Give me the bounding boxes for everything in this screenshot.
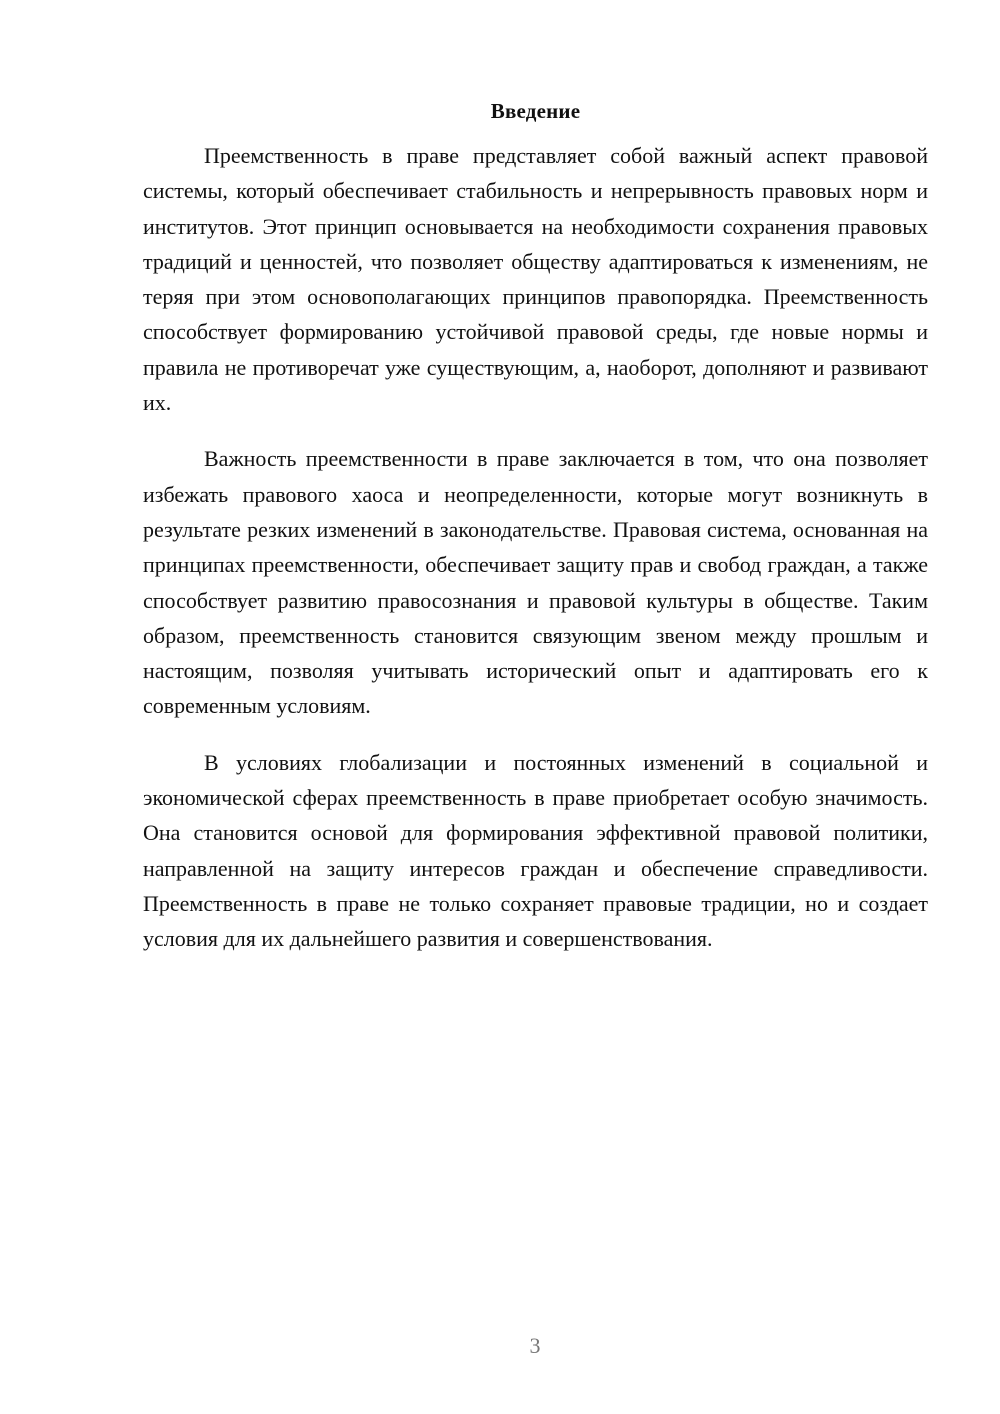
page-content bbox=[143, 96, 928, 978]
paragraph-2: Важность преемственности в праве заключается в том, что она позволяет избежать правового хаоса и неопределенности, которые могут возникнуть в результате резких изменений в законодательстве. Правовая система, основанная на принципах преемственности, обеспечивает защиту прав и свобод граждан, а также способствует развитию правосознания и правовой культуры в обществе. Таким образом, преемственность становится связующим звеном между прошлым и настоящим, позволяя учитывать исторический опыт и адаптировать его к современным условиям. bbox=[143, 446, 928, 719]
page-number: 3 bbox=[529, 1333, 541, 1358]
page-title: Введение bbox=[490, 99, 581, 123]
paragraph-1: Преемственность в праве представляет собой важный аспект правовой системы, который обеспечивает стабильность и непрерывность правовых норм и институтов. Этот принцип основывается на необходимости сохранения правовых традиций и ценностей, что позволяет обществу адаптироваться к изменениям, не теряя при этом основополагающих принципов правопорядка. Преемственность способствует формированию устойчивой правовой среды, где новые нормы и правила не противоречат уже существующим, а, наоборот, дополняют и развивают их. bbox=[143, 143, 928, 416]
paragraph-3: В условиях глобализации и постоянных изменений в социальной и экономической сферах преемственность в праве приобретает особую значимость. Она становится основой для формирования эффективной правовой политики, направленной на защиту интересов граждан и обеспечение справедливости. Преемственность в праве не только сохраняет правовые традиции, но и создает условия для их дальнейшего развития и совершенствования. bbox=[143, 749, 928, 952]
